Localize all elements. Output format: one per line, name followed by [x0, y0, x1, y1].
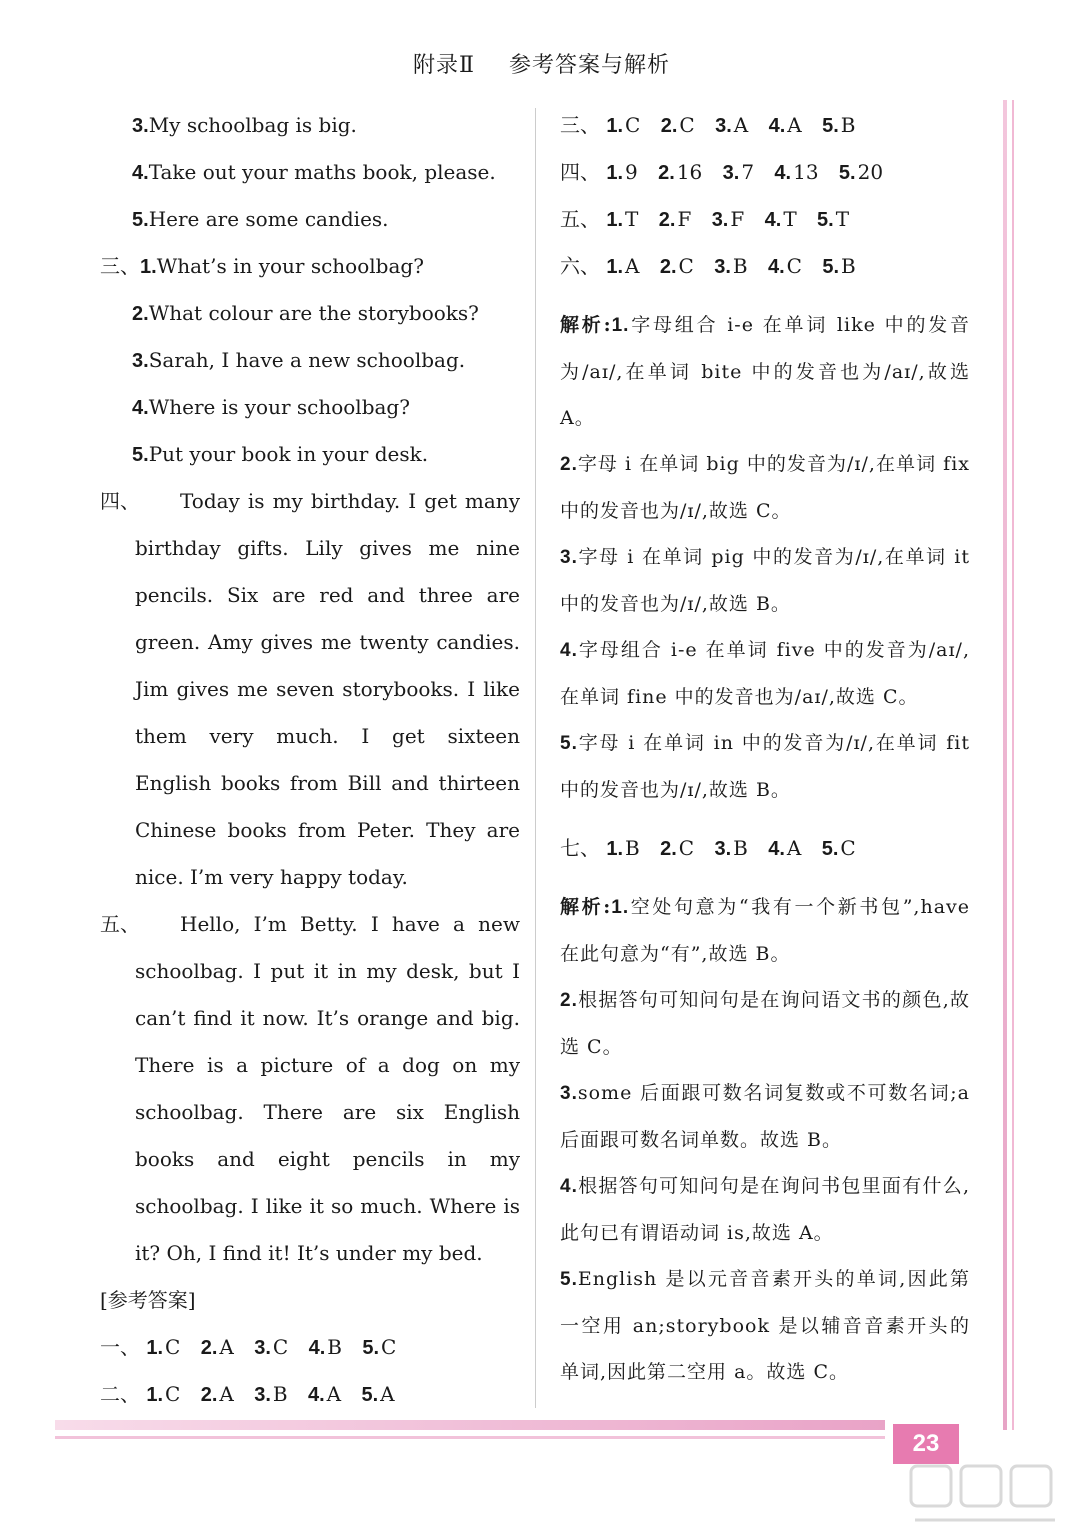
- footer-decoration-line: [55, 1436, 885, 1439]
- answer-line: 5.Here are some candies.: [132, 207, 389, 231]
- explanation-item: 5.English 是以元音音素开头的单词,因此第一空用 an;storybook 是以辅音音素开头的单词,因此第二空用 a。故选 C。: [560, 1268, 970, 1383]
- reference-answer-label: [参考答案]: [100, 1288, 196, 1312]
- explanation-item: 3.字母 i 在单词 pig 中的发音为/ɪ/,在单词 it 中的发音也为/ɪ/,故选 B。: [560, 546, 970, 615]
- left-column: [100, 102, 520, 1418]
- page-number: 23: [893, 1424, 959, 1464]
- explanation-item: 4.字母组合 i-e 在单词 five 中的发音为/aɪ/,在单词 fine 中的发音也为/aɪ/,故选 C。: [560, 639, 970, 708]
- explanation-item: 解析:1.字母组合 i-e 在单词 like 中的发音为/aɪ/,在单词 bite 中的发音也为/aɪ/,故选 A。: [560, 314, 971, 429]
- explanation-block-seven: [560, 884, 970, 1395]
- column-divider: [535, 108, 536, 1408]
- answer-row-six: 六、 1. A 2. C 3. B 4. C 5. B: [560, 254, 856, 278]
- section-three-heading: 三、1.What’s in your schoolbag?: [100, 254, 424, 278]
- watermark-logo-icon: [905, 1460, 1065, 1530]
- answer-line: 4.Where is your schoolbag?: [132, 395, 410, 419]
- right-column: [560, 102, 970, 1395]
- explanation-item: 2.字母 i 在单词 big 中的发音为/ɪ/,在单词 fix 中的发音也为/ɪ/,故选 C。: [560, 453, 970, 522]
- explanation-block-six: [560, 302, 970, 813]
- answer-row-two: 二、 1. C 2. A 3. B 4. A 5. A: [100, 1382, 395, 1406]
- answer-row-seven: 七、 1. B 2. C 3. B 4. A 5. C: [560, 836, 856, 860]
- answer-row-four: 四、 1. 9 2. 16 3. 7 4. 13 5. 20: [560, 160, 884, 184]
- section-five-label: 五、: [100, 912, 140, 936]
- section-four-label: 四、: [100, 489, 140, 513]
- page-header: [0, 48, 1083, 79]
- answer-row-three: 三、 1. C 2. C 3. A 4. A 5. B: [560, 113, 856, 137]
- answer-line: 3.Sarah, I have a new schoolbag.: [132, 348, 466, 372]
- section-five-passage: [100, 901, 520, 1277]
- explanation-item: 2.根据答句可知问句是在询问语文书的颜色,故选 C。: [560, 989, 970, 1058]
- explanation-item: 5.字母 i 在单词 in 中的发音为/ɪ/,在单词 fit 中的发音也为/ɪ/,故选 B。: [560, 732, 970, 801]
- page-edge-decoration-thin: [1012, 100, 1014, 1430]
- answer-line: 3.My schoolbag is big.: [132, 113, 357, 137]
- header-appendix: 附录Ⅱ: [413, 53, 475, 78]
- answer-line: 2.What colour are the storybooks?: [132, 301, 479, 325]
- answer-line: 5.Put your book in your desk.: [132, 442, 429, 466]
- section-five-text: Hello, I’m Betty. I have a new schoolbag. I put it in my desk, but I can’t find it now. It’s orange and big. There is a picture of a dog on my schoolbag. There are six English books and eight pencils in my schoolbag. I like it so much. Where is it? Oh, I find it! It’s under my bed.: [135, 912, 520, 1265]
- answer-row-one: 一、 1. C 2. A 3. C 4. B 5. C: [100, 1335, 397, 1359]
- header-title: 参考答案与解析: [508, 53, 670, 78]
- footer-decoration-bar: [55, 1420, 885, 1430]
- explanation-item: 3.some 后面跟可数名词复数或不可数名词;a 后面跟可数名词单数。故选 B。: [560, 1082, 970, 1151]
- answer-line: 4.Take out your maths book, please.: [132, 160, 496, 184]
- section-four-text: Today is my birthday. I get many birthday gifts. Lily gives me nine pencils. Six are red and three are green. Amy gives me twenty candies. Jim gives me seven storybooks. I like them very much. I get sixteen English books from Bill and thirteen Chinese books from Peter. They are nice. I’m very happy today.: [135, 489, 520, 889]
- answer-row-five: 五、 1. T 2. F 3. F 4. T 5. T: [560, 207, 850, 231]
- explanation-item: 4.根据答句可知问句是在询问书包里面有什么,此句已有谓语动词 is,故选 A。: [560, 1175, 970, 1244]
- section-four-passage: [100, 478, 520, 901]
- explanation-item: 解析:1.空处句意为“我有一个新书包”,have 在此句意为“有”,故选 B。: [560, 896, 970, 965]
- page-edge-decoration: [1003, 100, 1007, 1430]
